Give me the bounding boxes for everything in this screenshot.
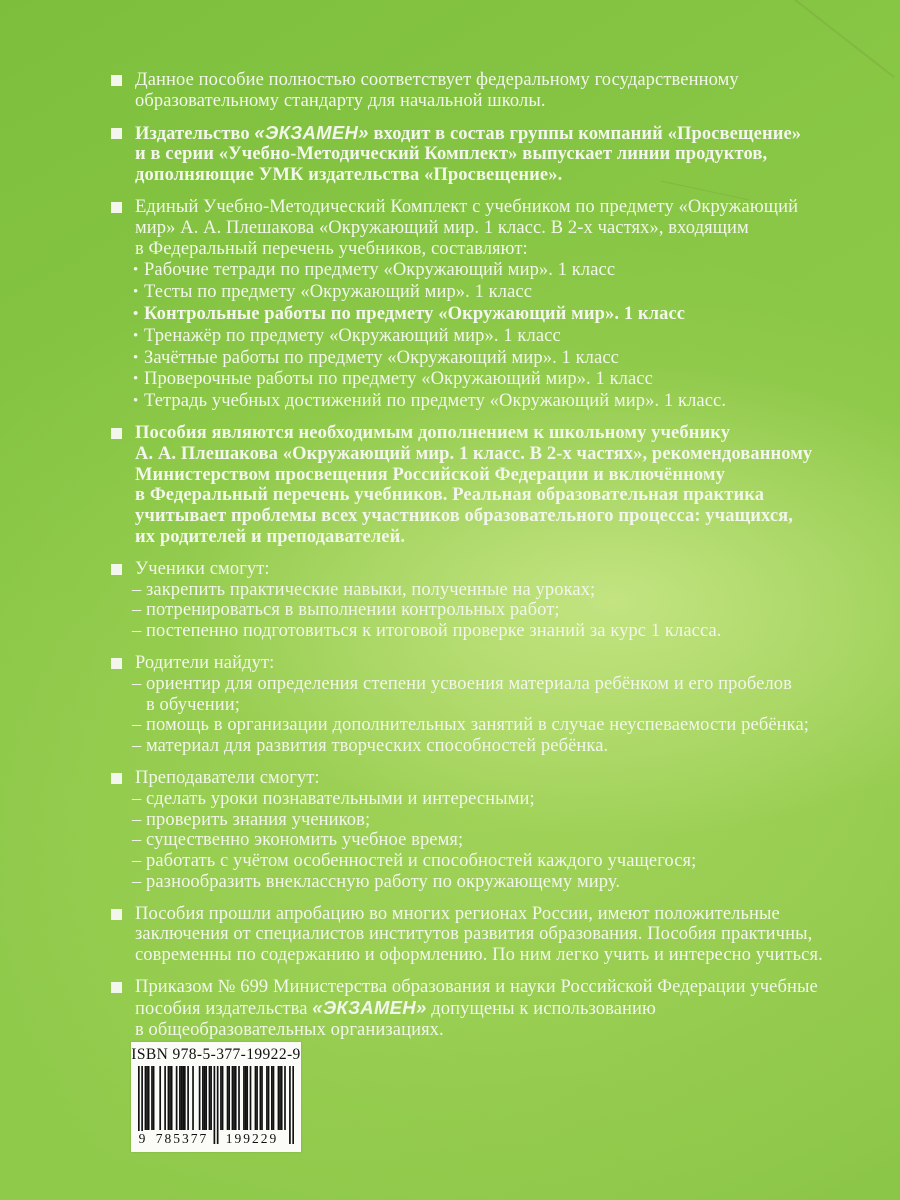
- square-bullet-icon: [111, 658, 122, 669]
- barcode-digit-group: 199229: [223, 1131, 281, 1147]
- bullet-item: [111, 123, 876, 186]
- text-lines: [146, 600, 876, 621]
- square-bullet-icon: [111, 982, 122, 993]
- dash-item: [132, 872, 876, 893]
- bullet-item: [111, 423, 876, 548]
- text-line: Рабочие тетради по предмету «Окружающий мир». 1 класс: [144, 260, 616, 281]
- text-line: Пособия являются необходимым дополнением к школьному учебнику: [135, 422, 731, 443]
- bullet-item: [111, 653, 876, 674]
- text-line: и в серии «Учебно-Методический Комплект» выпускает линии продуктов,: [135, 144, 768, 165]
- content-sections: [111, 70, 876, 1040]
- bullet-item: [111, 768, 876, 789]
- dash-item: [132, 600, 876, 621]
- square-bullet-icon: [111, 773, 122, 784]
- text-line: Пособия прошли апробацию во многих регионах России, имеют положительные: [135, 903, 780, 924]
- dot-bullet-icon: •: [133, 262, 139, 279]
- text-line: разнообразить внеклассную работу по окружающему миру.: [146, 871, 621, 892]
- bullet-item: [111, 70, 876, 112]
- text-lines: [135, 123, 876, 186]
- text-lines: [146, 736, 876, 757]
- text-lines: [135, 70, 876, 112]
- dot-item: [133, 260, 876, 281]
- text-lines: [144, 326, 876, 347]
- dot-bullet-icon: •: [133, 327, 139, 344]
- text-line: Родители найдут:: [135, 652, 275, 673]
- text-lines: [146, 830, 876, 851]
- text-lines: [144, 304, 876, 325]
- text-line: в обучении;: [146, 694, 241, 715]
- text-line: Единый Учебно-Методический Комплект с учебником по предмету «Окружающий: [135, 196, 799, 217]
- text-line: мир» А. А. Плешакова «Окружающий мир. 1 класс. В 2-х частях», входящим: [135, 217, 749, 238]
- dash-icon: –: [132, 809, 142, 830]
- text-line: А. А. Плешакова «Окружающий мир. 1 класс. В 2-х частях», рекомендованному: [135, 443, 813, 464]
- dash-icon: –: [132, 851, 142, 872]
- dash-item: [132, 621, 876, 642]
- dash-item: [132, 715, 876, 736]
- text-line: образовательному стандарту для начальной школы.: [135, 90, 546, 111]
- text-line: современны по содержанию и оформлению. По ним легко учить и интересно учиться.: [135, 945, 823, 966]
- dash-icon: –: [132, 673, 142, 694]
- text-lines: [135, 653, 876, 674]
- text-line: материал для развития творческих способностей ребёнка.: [146, 736, 609, 757]
- dash-item: [132, 674, 876, 716]
- text-lines: [146, 851, 876, 872]
- text-line: Зачётные работы по предмету «Окружающий мир». 1 класс: [144, 347, 619, 368]
- dash-icon: –: [132, 579, 142, 600]
- barcode-digits: [138, 1131, 294, 1148]
- text-lines: [144, 348, 876, 369]
- square-bullet-icon: [111, 428, 122, 439]
- text-lines: [144, 391, 876, 412]
- text-line: Тетрадь учебных достижений по предмету «Окружающий мир». 1 класс.: [144, 391, 727, 412]
- dot-bullet-icon: •: [133, 349, 139, 366]
- text-line: заключения от специалистов институтов развития образования. Пособия практичны,: [135, 924, 813, 945]
- text-line: Данное пособие полностью соответствует федеральному государственному: [135, 70, 739, 90]
- square-bullet-icon: [111, 564, 122, 575]
- text-line: потренироваться в выполнении контрольных работ;: [146, 600, 560, 621]
- scan-scratch-mark: [775, 0, 894, 78]
- bullet-item: [111, 904, 876, 966]
- text-lines: [146, 789, 876, 810]
- text-line: в Федеральный перечень учебников. Реальная образовательная практика: [135, 485, 765, 506]
- text-lines: [144, 260, 876, 281]
- dash-icon: –: [132, 788, 142, 809]
- dot-item: [133, 369, 876, 390]
- dot-item: [133, 304, 876, 325]
- dash-item: [132, 851, 876, 872]
- text-line: их родителей и преподавателей.: [135, 526, 406, 547]
- dash-icon: –: [132, 736, 142, 757]
- text-line: ориентир для определения степени усвоения материала ребёнком и его пробелов: [146, 673, 792, 694]
- text-line: Издательство «ЭКЗАМЕН» входит в состав группы компаний «Просвещение»: [135, 121, 802, 144]
- dash-icon: –: [132, 830, 142, 851]
- text-line: существенно экономить учебное время;: [146, 830, 464, 851]
- text-lines: [135, 197, 876, 259]
- dash-icon: –: [132, 871, 142, 892]
- dash-icon: –: [132, 600, 142, 621]
- text-lines: [146, 674, 876, 716]
- dot-bullet-icon: •: [133, 393, 139, 410]
- text-lines: [146, 715, 876, 736]
- dot-bullet-icon: •: [133, 371, 139, 388]
- dash-item: [132, 810, 876, 831]
- dash-item: [132, 830, 876, 851]
- text-lines: [135, 423, 876, 548]
- barcode-digit-group: 9: [136, 1131, 148, 1147]
- text-lines: [144, 282, 876, 303]
- text-lines: [146, 872, 876, 893]
- text-lines: [144, 369, 876, 390]
- barcode-digit-group: 785377: [153, 1131, 211, 1147]
- barcode: [138, 1066, 294, 1148]
- text-line: закрепить практические навыки, полученные на уроках;: [146, 579, 596, 600]
- dash-item: [132, 789, 876, 810]
- dot-item: [133, 348, 876, 369]
- text-line: Тесты по предмету «Окружающий мир». 1 класс: [144, 282, 533, 303]
- text-line: Ученики смогут:: [135, 558, 270, 579]
- text-line: проверить знания учеников;: [146, 809, 371, 830]
- text-line: в общеобразовательных организациях.: [135, 1019, 444, 1040]
- dot-item: [133, 391, 876, 412]
- bullet-item: [111, 559, 876, 580]
- square-bullet-icon: [111, 128, 122, 139]
- square-bullet-icon: [111, 202, 122, 213]
- bullet-item: [111, 977, 876, 1040]
- dash-item: [132, 580, 876, 601]
- bullet-item: [111, 197, 876, 259]
- text-lines: [146, 621, 876, 642]
- text-line: дополняющие УМК издательства «Просвещение».: [135, 165, 563, 186]
- text-lines: [135, 768, 876, 789]
- text-line: Министерством просвещения Российской Федерации и включённому: [135, 464, 725, 485]
- text-lines: [135, 559, 876, 580]
- text-lines: [135, 904, 876, 966]
- dot-bullet-icon: •: [133, 284, 139, 301]
- text-line: пособия издательства «ЭКЗАМЕН» допущены к использованию: [135, 996, 656, 1019]
- text-line: Контрольные работы по предмету «Окружающий мир». 1 класс: [144, 303, 686, 324]
- text-line: сделать уроки познавательными и интересными;: [146, 788, 535, 809]
- text-line: работать с учётом особенностей и способностей каждого учащегося;: [146, 851, 697, 872]
- text-line: учитывает проблемы всех участников образовательного процесса: учащихся,: [135, 506, 793, 527]
- dot-item: [133, 282, 876, 303]
- dash-icon: –: [132, 715, 142, 736]
- square-bullet-icon: [111, 909, 122, 920]
- dot-item: [133, 326, 876, 347]
- text-line: в Федеральный перечень учебников, составляют:: [135, 238, 528, 259]
- text-line: Проверочные работы по предмету «Окружающий мир». 1 класс: [144, 369, 653, 390]
- text-line: Тренажёр по предмету «Окружающий мир». 1 класс: [144, 325, 561, 346]
- dot-bullet-icon: •: [133, 305, 139, 322]
- text-line: помощь в организации дополнительных занятий в случае неуспеваемости ребёнка;: [146, 715, 810, 736]
- isbn-label: ISBN 978-5-377-19922-9: [131, 1046, 301, 1063]
- dash-item: [132, 736, 876, 757]
- text-lines: [146, 810, 876, 831]
- isbn-box: [131, 1042, 301, 1152]
- square-bullet-icon: [111, 75, 122, 86]
- text-line: Преподаватели смогут:: [135, 767, 320, 788]
- text-lines: [146, 580, 876, 601]
- text-lines: [135, 977, 876, 1040]
- text-line: постепенно подготовиться к итоговой проверке знаний за курс 1 класса.: [146, 621, 722, 642]
- text-line: Приказом № 699 Министерства образования и науки Российской Федерации учебные: [135, 977, 818, 998]
- dash-icon: –: [132, 621, 142, 642]
